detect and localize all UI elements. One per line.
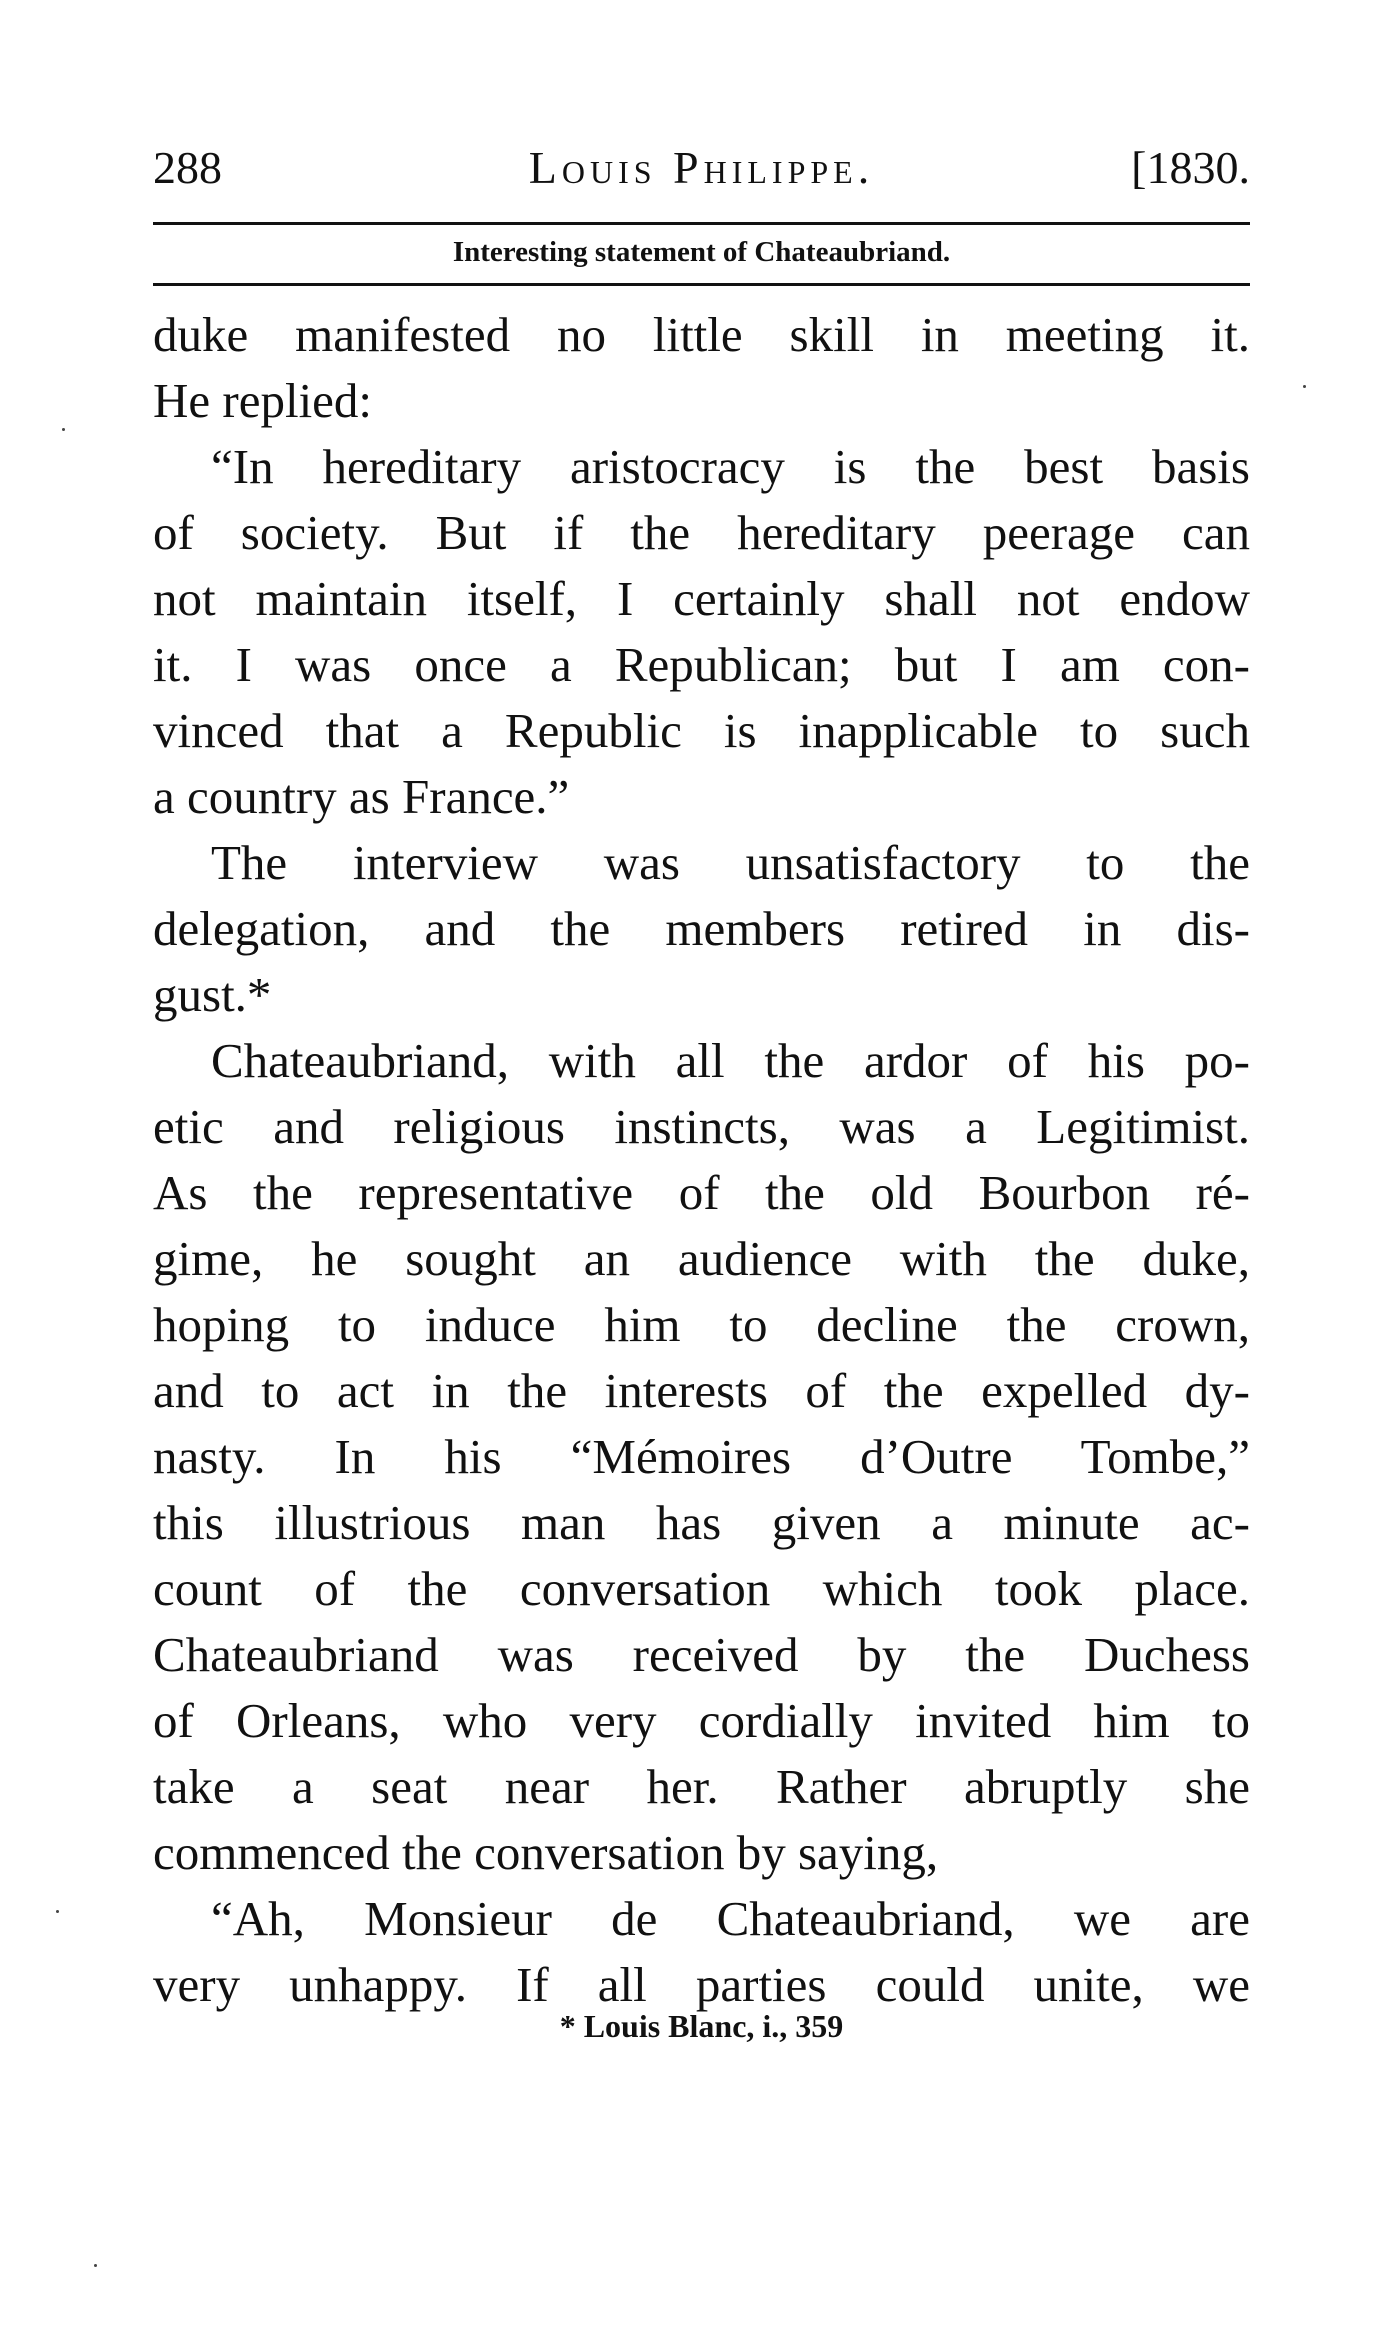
text-line: delegation, and the members retired in dis- [153,901,1250,956]
text-line: this illustrious man has given a minute ac- [153,1495,1250,1550]
text-line: Chateaubriand, with all the ardor of his po- [211,1033,1250,1088]
text-line: The interview was unsatisfactory to the [211,835,1250,890]
text-line: Chateaubriand was received by the Duchess [153,1627,1250,1682]
text-line: it. I was once a Republican; but I am con- [153,637,1250,692]
body-text [153,302,1250,2018]
text-line: As the representative of the old Bourbon ré- [153,1165,1250,1220]
text-line: take a seat near her. Rather abruptly she [153,1759,1250,1814]
text-line: very unhappy. If all parties could unite, we [153,1957,1250,2012]
text-line: a country as France.” [153,769,570,824]
text-line: duke manifested no little skill in meeting it. [153,307,1250,362]
header-year: [1830. [1131,142,1250,193]
text-line: and to act in the interests of the expelled dy- [153,1363,1250,1418]
text-line: nasty. In his “Mémoires d’Outre Tombe,” [153,1429,1250,1484]
paper-speck [94,2264,97,2267]
paper-speck [62,428,65,431]
text-line: gust.* [153,967,272,1022]
section-subheading: Interesting statement of Chateaubriand. [452,236,951,268]
text-line: gime, he sought an audience with the duke, [153,1231,1250,1286]
text-line: hoping to induce him to decline the crown, [153,1297,1250,1352]
text-line: not maintain itself, I certainly shall not endow [153,571,1250,626]
text-line: count of the conversation which took place. [153,1561,1250,1616]
text-line: of Orleans, who very cordially invited him to [153,1693,1250,1748]
page-number: 288 [153,142,222,193]
paper-speck [1303,385,1306,388]
text-line: He replied: [153,373,373,428]
header-rule-top [153,222,1250,225]
text-line: etic and religious instincts, was a Legitimist. [153,1099,1250,1154]
page-header [153,138,1250,198]
header-rule-bottom [153,283,1250,286]
text-line: vinced that a Republic is inapplicable to such [153,703,1250,758]
paper-speck [56,1910,59,1913]
text-line: “In hereditary aristocracy is the best basis [211,439,1250,494]
text-line: commenced the conversation by saying, [153,1825,939,1880]
running-title: Louis Philippe. [528,142,875,193]
footnote: * Louis Blanc, i., 359 [559,2008,844,2044]
text-line: “Ah, Monsieur de Chateaubriand, we are [211,1891,1250,1946]
text-line: of society. But if the hereditary peerage can [153,505,1250,560]
